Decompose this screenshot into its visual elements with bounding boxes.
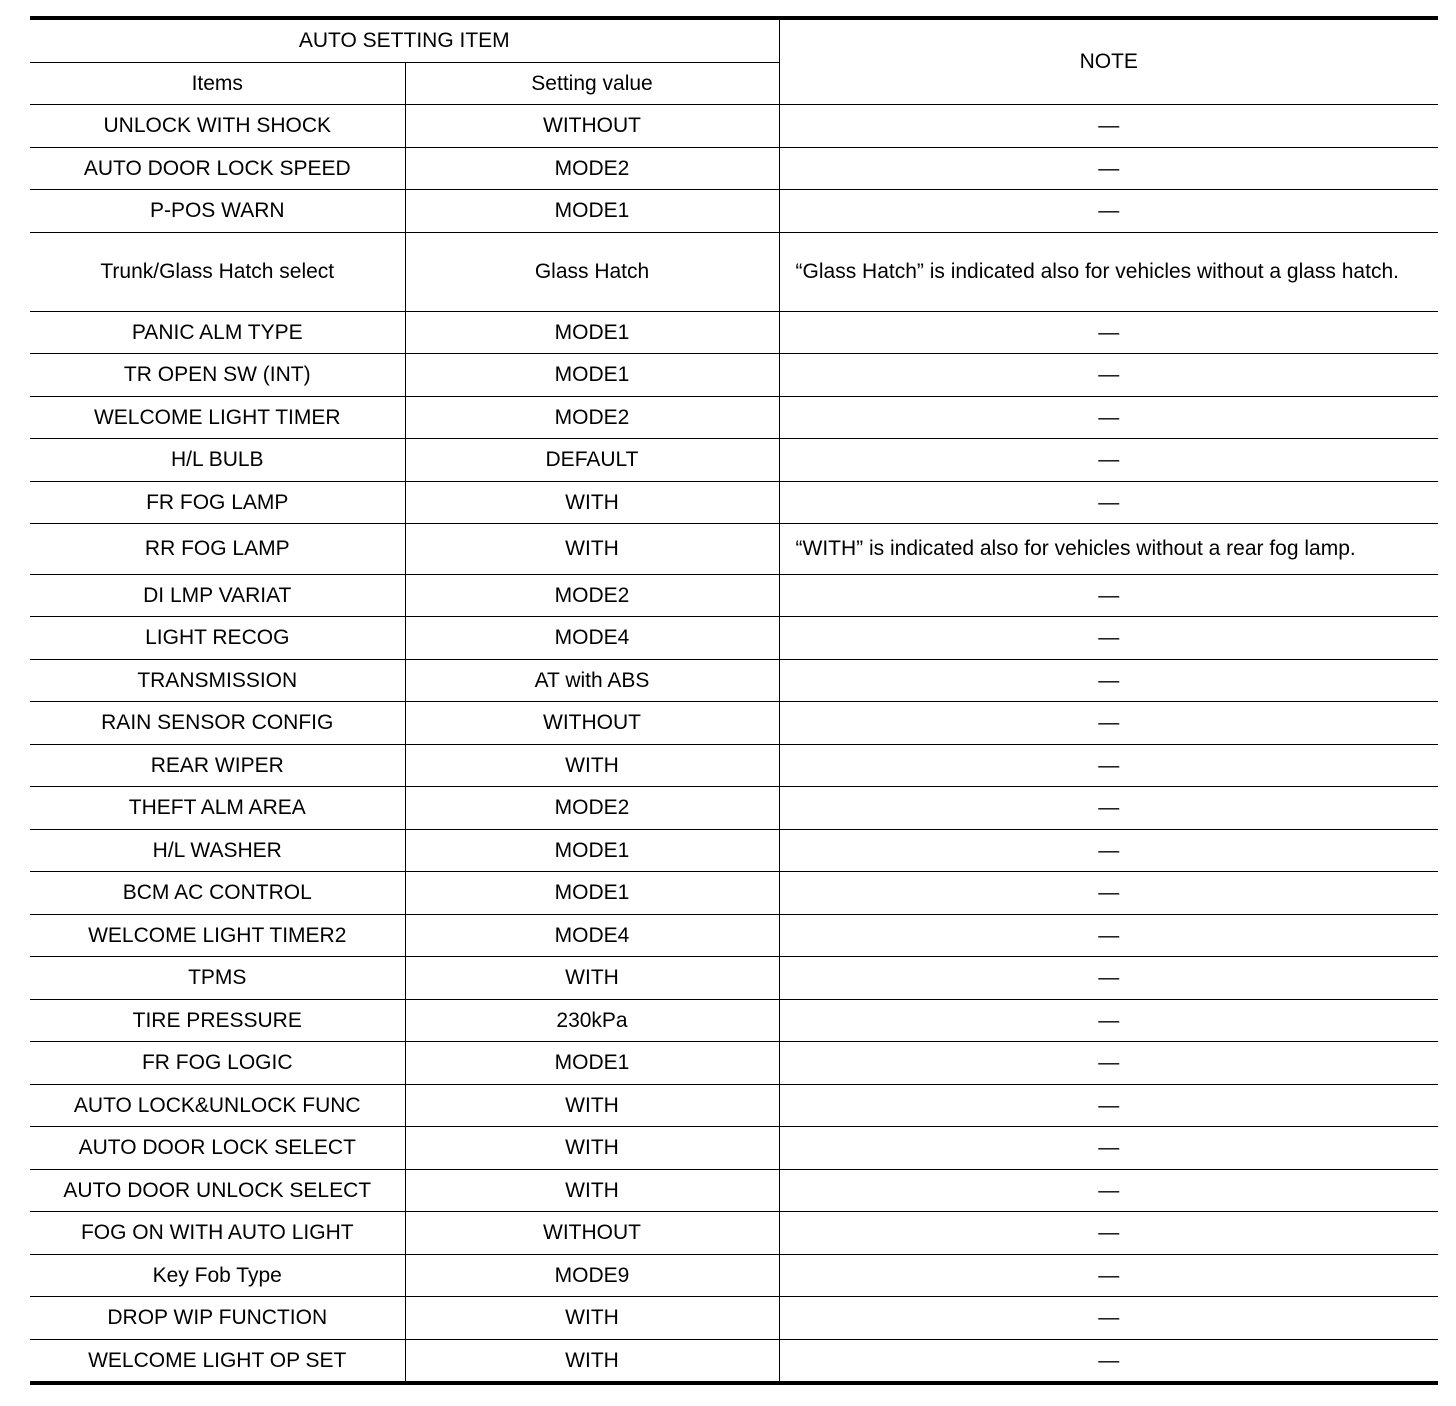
table-row [30, 1212, 1438, 1255]
note-cell: — [779, 957, 1438, 1000]
item-cell: FR FOG LAMP [30, 481, 405, 524]
item-cell: UNLOCK WITH SHOCK [30, 105, 405, 148]
note-cell: — [779, 1339, 1438, 1383]
table-body [30, 105, 1438, 1384]
item-cell: RR FOG LAMP [30, 524, 405, 575]
note-cell: — [779, 1212, 1438, 1255]
note-cell: — [779, 481, 1438, 524]
setting-value-cell: MODE4 [405, 914, 779, 957]
table-row [30, 232, 1438, 311]
note-cell: — [779, 147, 1438, 190]
setting-value-cell: WITH [405, 957, 779, 1000]
table-row [30, 659, 1438, 702]
table-row [30, 481, 1438, 524]
note-cell: — [779, 190, 1438, 233]
table-row [30, 1127, 1438, 1170]
table-row [30, 787, 1438, 830]
header-row-group [30, 18, 1438, 62]
note-cell: — [779, 574, 1438, 617]
table-row [30, 1042, 1438, 1085]
setting-value-header: Setting value [405, 62, 779, 105]
item-cell: FR FOG LOGIC [30, 1042, 405, 1085]
setting-value-cell: MODE2 [405, 787, 779, 830]
note-cell: “Glass Hatch” is indicated also for vehicles without a glass hatch. [779, 232, 1438, 311]
table-row [30, 524, 1438, 575]
setting-value-cell: MODE1 [405, 311, 779, 354]
table-row [30, 1339, 1438, 1383]
setting-value-cell: WITH [405, 1339, 779, 1383]
setting-value-cell: WITH [405, 524, 779, 575]
setting-value-cell: MODE1 [405, 354, 779, 397]
setting-value-cell: MODE4 [405, 617, 779, 660]
note-cell: — [779, 1169, 1438, 1212]
item-cell: FOG ON WITH AUTO LIGHT [30, 1212, 405, 1255]
auto-setting-table [30, 16, 1438, 1385]
note-cell: — [779, 744, 1438, 787]
note-cell: — [779, 1042, 1438, 1085]
setting-value-cell: MODE1 [405, 872, 779, 915]
item-cell: H/L WASHER [30, 829, 405, 872]
note-cell: — [779, 1297, 1438, 1340]
table-row [30, 702, 1438, 745]
items-header: Items [30, 62, 405, 105]
item-cell: BCM AC CONTROL [30, 872, 405, 915]
item-cell: LIGHT RECOG [30, 617, 405, 660]
table-row [30, 999, 1438, 1042]
table-row [30, 1254, 1438, 1297]
setting-value-cell: WITH [405, 481, 779, 524]
table-row [30, 190, 1438, 233]
note-cell: — [779, 872, 1438, 915]
item-cell: AUTO DOOR LOCK SELECT [30, 1127, 405, 1170]
table-row [30, 147, 1438, 190]
note-header: NOTE [779, 18, 1438, 105]
item-cell: TR OPEN SW (INT) [30, 354, 405, 397]
item-cell: WELCOME LIGHT TIMER [30, 396, 405, 439]
setting-value-cell: DEFAULT [405, 439, 779, 482]
setting-value-cell: MODE2 [405, 147, 779, 190]
item-cell: REAR WIPER [30, 744, 405, 787]
setting-value-cell: WITH [405, 1297, 779, 1340]
table-row [30, 311, 1438, 354]
setting-value-cell: WITHOUT [405, 1212, 779, 1255]
table-row [30, 1084, 1438, 1127]
setting-value-cell: WITHOUT [405, 702, 779, 745]
table-row [30, 617, 1438, 660]
table-row [30, 957, 1438, 1000]
item-cell: AUTO DOOR LOCK SPEED [30, 147, 405, 190]
setting-value-cell: 230kPa [405, 999, 779, 1042]
setting-value-cell: WITH [405, 744, 779, 787]
table-row [30, 1169, 1438, 1212]
item-cell: THEFT ALM AREA [30, 787, 405, 830]
item-cell: WELCOME LIGHT TIMER2 [30, 914, 405, 957]
table-row [30, 354, 1438, 397]
item-cell: Trunk/Glass Hatch select [30, 232, 405, 311]
setting-value-cell: MODE1 [405, 190, 779, 233]
item-cell: AUTO DOOR UNLOCK SELECT [30, 1169, 405, 1212]
item-cell: TIRE PRESSURE [30, 999, 405, 1042]
item-cell: AUTO LOCK&UNLOCK FUNC [30, 1084, 405, 1127]
note-cell: — [779, 999, 1438, 1042]
note-cell: — [779, 1127, 1438, 1170]
table-row [30, 914, 1438, 957]
item-cell: TPMS [30, 957, 405, 1000]
item-cell: RAIN SENSOR CONFIG [30, 702, 405, 745]
note-cell: — [779, 439, 1438, 482]
setting-value-cell: MODE1 [405, 829, 779, 872]
setting-value-cell: AT with ABS [405, 659, 779, 702]
setting-value-cell: MODE1 [405, 1042, 779, 1085]
table-row [30, 744, 1438, 787]
setting-value-cell: WITH [405, 1169, 779, 1212]
item-cell: DI LMP VARIAT [30, 574, 405, 617]
note-cell: — [779, 1084, 1438, 1127]
item-cell: H/L BULB [30, 439, 405, 482]
note-cell: — [779, 617, 1438, 660]
item-cell: PANIC ALM TYPE [30, 311, 405, 354]
table-row [30, 829, 1438, 872]
setting-value-cell: MODE2 [405, 574, 779, 617]
note-cell: — [779, 914, 1438, 957]
setting-value-cell: WITH [405, 1127, 779, 1170]
note-cell: — [779, 829, 1438, 872]
setting-value-cell: WITH [405, 1084, 779, 1127]
table-row [30, 872, 1438, 915]
item-cell: DROP WIP FUNCTION [30, 1297, 405, 1340]
note-cell: — [779, 659, 1438, 702]
setting-value-cell: Glass Hatch [405, 232, 779, 311]
note-cell: — [779, 702, 1438, 745]
note-cell: — [779, 354, 1438, 397]
note-cell: — [779, 311, 1438, 354]
setting-value-cell: MODE2 [405, 396, 779, 439]
auto-setting-item-header: AUTO SETTING ITEM [30, 18, 779, 62]
note-cell: — [779, 105, 1438, 148]
table-row [30, 574, 1438, 617]
note-cell: — [779, 1254, 1438, 1297]
table-row [30, 105, 1438, 148]
note-cell: — [779, 396, 1438, 439]
note-cell: — [779, 787, 1438, 830]
table-row [30, 1297, 1438, 1340]
table-row [30, 439, 1438, 482]
item-cell: P-POS WARN [30, 190, 405, 233]
note-cell: “WITH” is indicated also for vehicles without a rear fog lamp. [779, 524, 1438, 575]
item-cell: TRANSMISSION [30, 659, 405, 702]
item-cell: WELCOME LIGHT OP SET [30, 1339, 405, 1383]
table-row [30, 396, 1438, 439]
table-header [30, 18, 1438, 105]
setting-value-cell: WITHOUT [405, 105, 779, 148]
setting-value-cell: MODE9 [405, 1254, 779, 1297]
item-cell: Key Fob Type [30, 1254, 405, 1297]
